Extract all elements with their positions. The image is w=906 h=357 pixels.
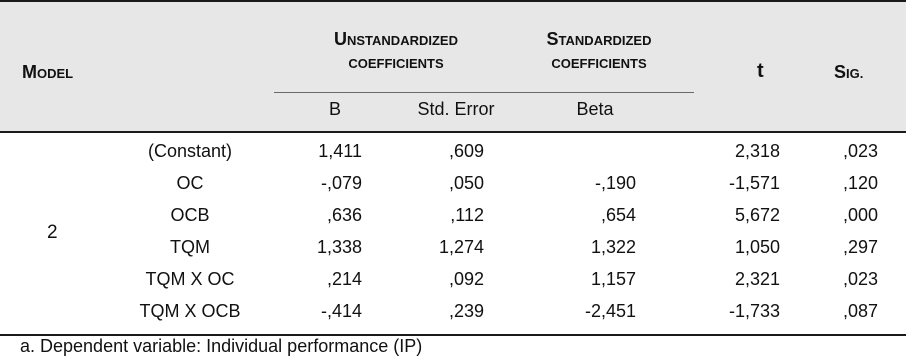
header-unstandardized: [318, 30, 474, 70]
header-std-line2: COEFFICIENTS: [551, 56, 647, 71]
cell-b: -,414: [320, 301, 362, 321]
cell-std-error: ,092: [448, 269, 484, 289]
subheader-b: B: [328, 99, 341, 119]
cell-b: ,636: [326, 205, 362, 225]
subheader-beta: Beta: [576, 99, 614, 119]
cell-t: 2,318: [734, 141, 780, 161]
header-std-cap: S: [546, 29, 559, 49]
coefficients-rule: [274, 92, 694, 93]
cell-sig: ,297: [842, 237, 878, 257]
cell-t: 5,672: [734, 205, 780, 225]
cell-sig: ,023: [842, 269, 878, 289]
cell-sig: ,087: [842, 301, 878, 321]
cell-b: ,214: [326, 269, 362, 289]
top-rule: [0, 0, 906, 2]
cell-beta: -2,451: [584, 301, 636, 321]
cell-b: -,079: [320, 173, 362, 193]
cell-beta: -,190: [594, 173, 636, 193]
header-model: [22, 63, 73, 82]
row-label: TQM X OCB: [139, 301, 241, 321]
header-model-rest: ODEL: [37, 66, 74, 81]
cell-sig: ,000: [842, 205, 878, 225]
cell-t: 2,321: [734, 269, 780, 289]
header-sig-cap: S: [834, 62, 847, 82]
cell-b: 1,338: [316, 237, 362, 257]
header-sig: [834, 63, 863, 82]
header-unstd-line2: COEFFICIENTS: [348, 56, 444, 71]
subheader-std-error: Std. Error: [417, 99, 495, 119]
header-unstd-rest: NSTANDARDIZED: [347, 33, 458, 48]
header-rule: [0, 131, 906, 133]
row-label: (Constant): [147, 141, 233, 161]
header-model-cap: M: [22, 62, 37, 82]
model-number: 2: [47, 222, 58, 243]
footnote: a. Dependent variable: Individual performance (IP): [20, 336, 423, 356]
header-t: t: [757, 60, 764, 82]
cell-beta: 1,322: [590, 237, 636, 257]
cell-beta: ,654: [600, 205, 636, 225]
cell-std-error: ,609: [448, 141, 484, 161]
header-sig-rest: IG.: [846, 66, 864, 81]
header-standardized: [530, 30, 668, 70]
header-std-rest: TANDARDIZED: [558, 33, 652, 48]
cell-t: -1,571: [728, 173, 780, 193]
row-label: OC: [176, 173, 204, 193]
cell-t: -1,733: [728, 301, 780, 321]
cell-sig: ,120: [842, 173, 878, 193]
cell-beta: 1,157: [590, 269, 636, 289]
cell-std-error: ,050: [448, 173, 484, 193]
cell-t: 1,050: [734, 237, 780, 257]
header-unstd-cap: U: [334, 29, 347, 49]
row-label: OCB: [170, 205, 210, 225]
cell-sig: ,023: [842, 141, 878, 161]
row-label: TQM: [170, 237, 210, 257]
cell-b: 1,411: [318, 141, 362, 161]
cell-std-error: ,239: [448, 301, 484, 321]
cell-std-error: 1,274: [438, 237, 484, 257]
cell-std-error: ,112: [450, 205, 484, 225]
row-label: TQM X OC: [145, 269, 235, 289]
